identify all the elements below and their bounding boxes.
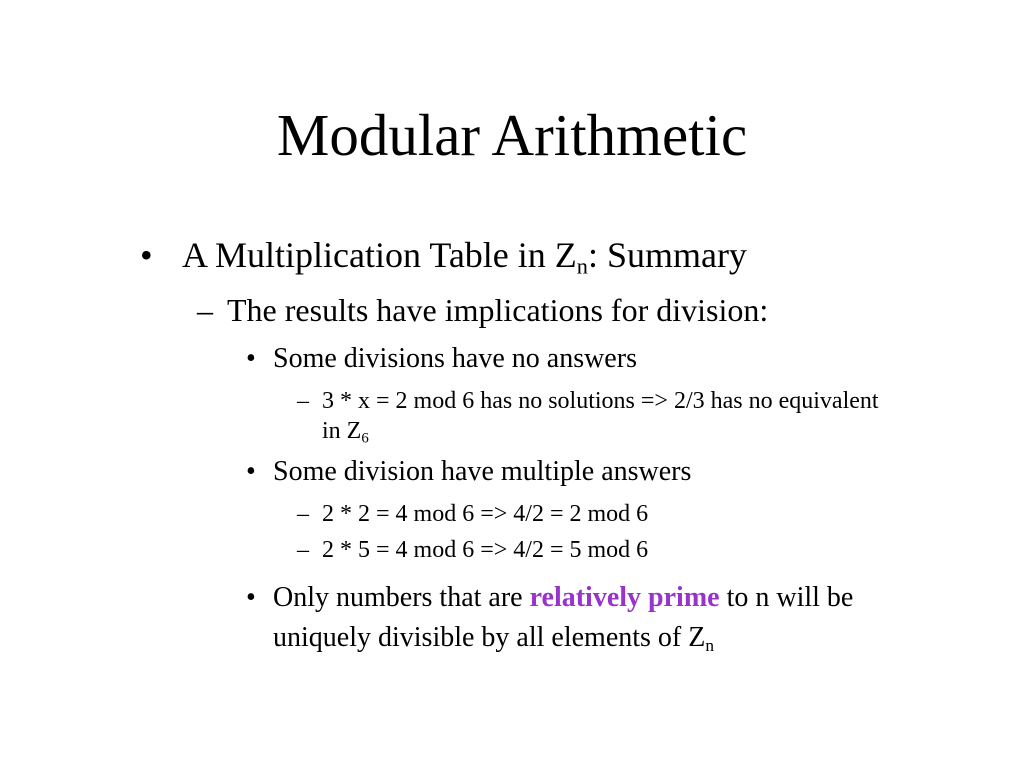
bullet-icon: •	[246, 582, 256, 613]
point-relatively-prime	[246, 581, 853, 615]
example-no-solution	[297, 386, 879, 416]
point-multiple-answers	[246, 455, 691, 489]
bullet-icon: •	[246, 456, 256, 487]
relatively-prime-highlight: relatively prime	[529, 582, 720, 613]
example-multiple-1	[297, 499, 648, 529]
point-text-suffix: to n will be	[719, 582, 854, 613]
point-text: Some division have multiple answers	[273, 456, 692, 487]
point-text-continued: uniquely divisible by all elements of Z	[273, 622, 706, 653]
sub-bullet-implications	[197, 290, 768, 330]
bullet-multiplication-table	[140, 232, 747, 278]
bullet-text-suffix: : Summary	[587, 235, 747, 275]
example-text: 3 * x = 2 mod 6 has no solutions => 2/3 has no equivalent	[322, 388, 879, 414]
subscript-n: n	[705, 636, 715, 656]
dash-icon: –	[297, 388, 309, 414]
point-relatively-prime-continued	[273, 621, 714, 655]
example-multiple-2	[297, 535, 648, 565]
example-text: 2 * 2 = 4 mod 6 => 4/2 = 2 mod 6	[322, 501, 649, 527]
dash-icon: –	[197, 292, 213, 328]
bullet-text: A Multiplication Table in Z	[182, 235, 577, 275]
example-no-solution-continued	[322, 416, 369, 446]
example-text-continued: in Z	[322, 418, 362, 444]
bullet-icon: •	[140, 235, 153, 275]
point-text: Only numbers that are	[273, 582, 530, 613]
dash-icon: –	[297, 501, 309, 527]
sub-bullet-text: The results have implications for division:	[227, 292, 769, 328]
subscript-6: 6	[361, 430, 369, 447]
dash-icon: –	[297, 537, 309, 563]
point-text: Some divisions have no answers	[273, 343, 637, 374]
point-no-answers	[246, 342, 637, 376]
example-text: 2 * 5 = 4 mod 6 => 4/2 = 5 mod 6	[322, 537, 649, 563]
subscript-n: n	[576, 253, 588, 279]
slide-title: Modular Arithmetic	[276, 102, 748, 168]
bullet-icon: •	[246, 343, 256, 374]
